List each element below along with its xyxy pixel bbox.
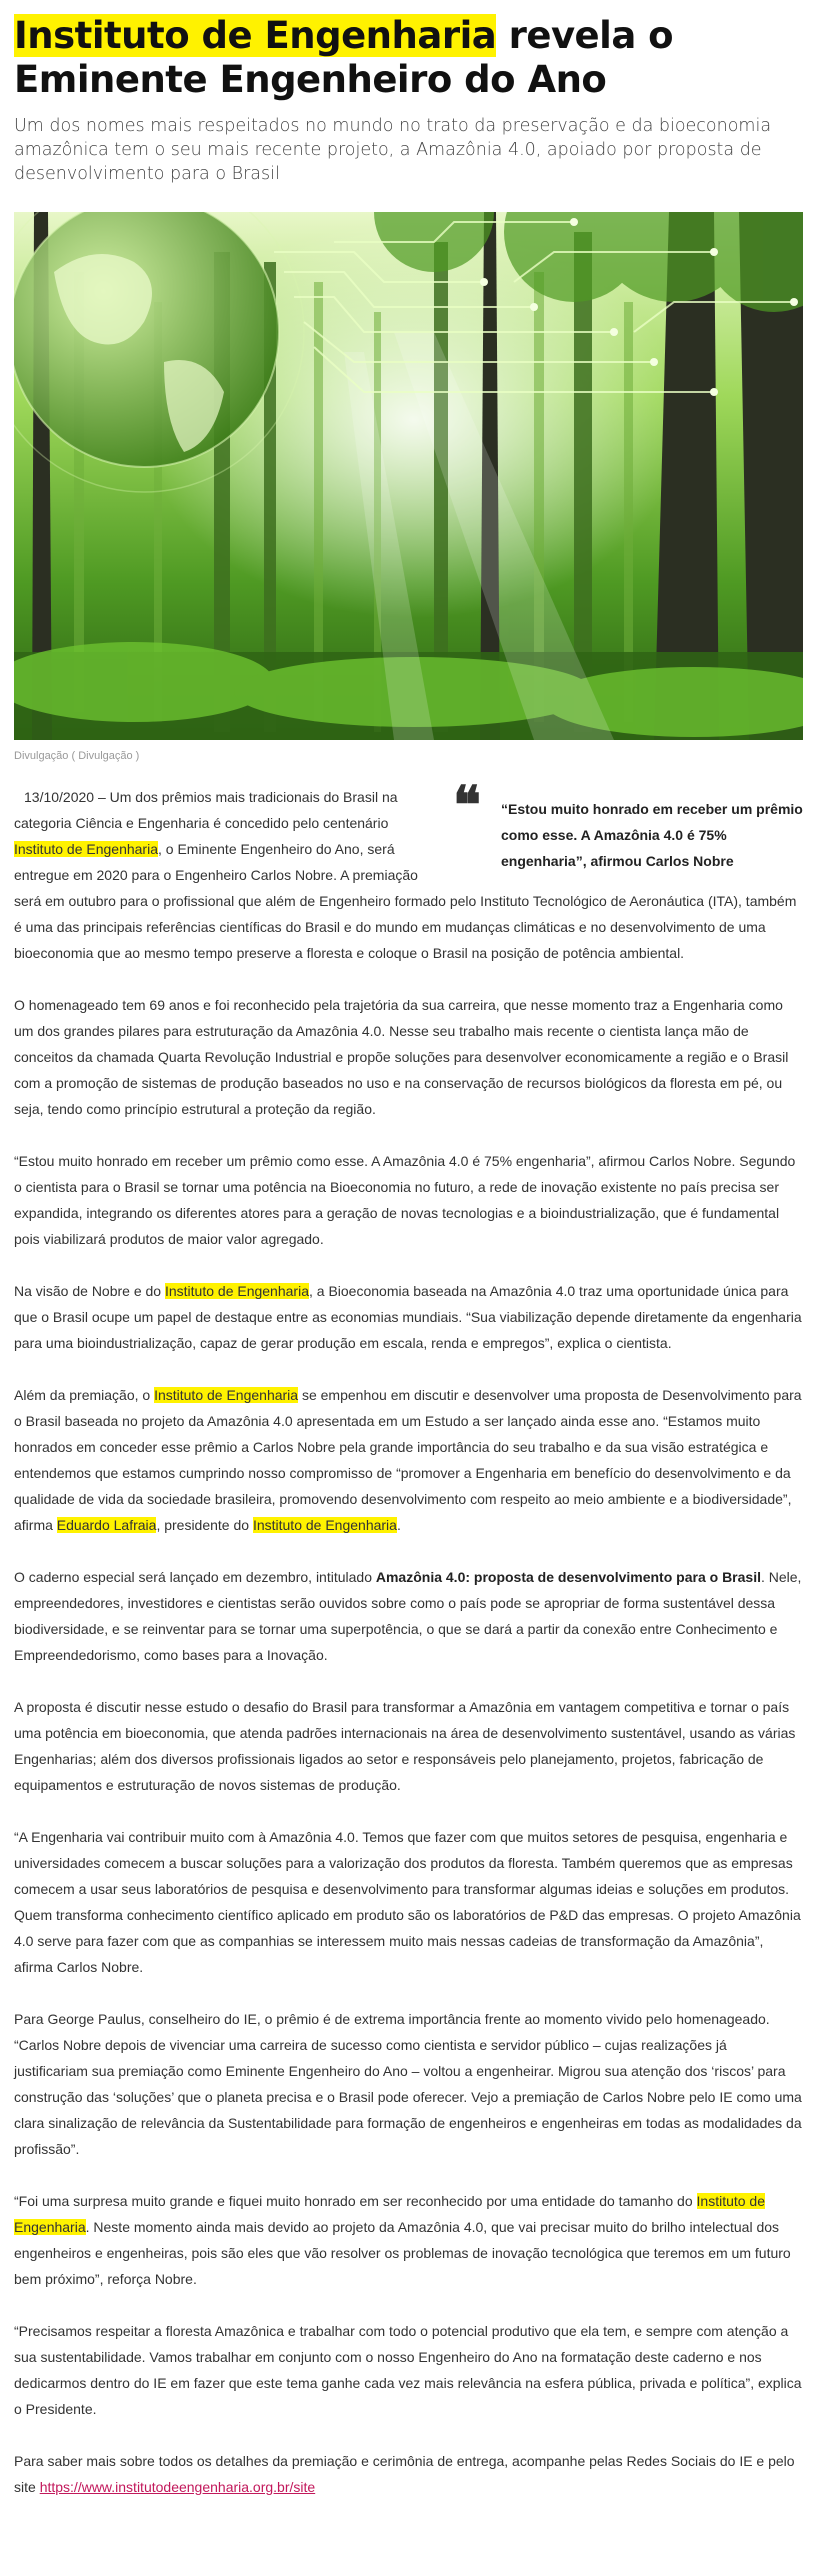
paragraph-text: , a Bioeconomia baseada na Amazônia 4.0 traz uma oportunidade única para que o Brasil ocupe um papel de destaque entre as economias mundiais. “Sua viabilização depende diretamente da engenharia para uma bioindustrialização, capaz de gerar produção em escala, renda e empregos”, explica o cientista. <box>14 1283 802 1351</box>
paragraph-2: O homenageado tem 69 anos e foi reconhecido pela trajetória da sua carreira, que nesse momento traz a Engenharia como um dos grandes pilares para estruturação da Amazônia 4.0. Nesse seu trabalho mais recente o cientista lança mão de conceitos da chamada Quarta Revolução Industrial e propõe soluções para desenvolver economicamente a região e o Brasil com a promoção de sistemas de produção baseados no uso e na conservação de recursos biológicos da floresta em pé, ou seja, tendo como princípio estrutural a proteção da região. <box>14 997 789 1117</box>
paragraph-11: “Precisamos respeitar a floresta Amazônica e trabalhar com todo o potencial produtivo que ela tem, e sempre com atenção a sua sustentabilidade. Vamos trabalhar em conjunto com o nosso Engenheiro do Ano na formatação deste caderno e nos dedicarmos dentro do IE em fazer que este tema ganhe cada vez mais relevância na esfera pública, privada e política”, explica o Presidente. <box>14 2323 802 2417</box>
paragraph-text: se empenhou em discutir e desenvolver uma proposta de Desenvolvimento para o Brasil baseada no projeto da Amazônia 4.0 apresentada em um Estudo a ser lançado ainda esse ano. “Estamos muito honrados em conceder esse prêmio a Carlos Nobre pela grande importância do seu trabalho e da sua visão estratégica e entendemos que estamos cumprindo nosso compromisso de “promover a Engenharia em benefício do desenvolvimento e da qualidade de vida da sociedade brasileira, promovendo desenvolvimento com respeito ao meio ambiente e a biodiversidade”, afirma <box>14 1387 802 1533</box>
highlight-instituto: Instituto de Engenharia <box>14 2193 766 2235</box>
highlight-instituto: Instituto de Engenharia <box>154 1387 299 1403</box>
paragraph-4 <box>14 1278 803 1356</box>
title-highlight: Instituto de Engenharia <box>14 14 497 57</box>
article-title <box>14 14 803 102</box>
paragraph-text: Além da premiação, o <box>14 1387 155 1403</box>
forest-globe-illustration <box>14 212 803 740</box>
paragraph-8: “A Engenharia vai contribuir muito com à Amazônia 4.0. Temos que fazer com que muitos setores de pesquisa, engenharia e universidades comecem a buscar soluções para a valorização dos produtos da floresta. Também queremos que as empresas comecem a usar seus laboratórios de pesquisa e desenvolvimento para transformar algumas ideias e soluções em produtos. Quem transforma conhecimento científico aplicado em produto são os laboratórios de P&D das empresas. O projeto Amazônia 4.0 serve para fazer com que as companhias se interessem muito mais nessas cadeias de transformação da Amazônia”, afirma Carlos Nobre. <box>14 1829 801 1975</box>
paragraph-text: Um dos prêmios mais tradicionais do Brasil na categoria Ciência e Engenharia é concedido pelo centenário <box>14 789 398 831</box>
paragraph-6 <box>14 1564 803 1668</box>
paragraph-10 <box>14 2188 803 2292</box>
paragraph-3: “Estou muito honrado em receber um prêmio como esse. A Amazônia 4.0 é 75% engenharia”, afirmou Carlos Nobre. Segundo o cientista para o Brasil se tornar uma potência na Bioeconomia no futuro, a rede de inovação existente no país precisa ser expandida, integrando os diferentes atores para a geração de novas tecnologias e a bioindustrialização, que é fundamental pois viabilizará produtos de maior valor agregado. <box>14 1153 796 1247</box>
paragraph-text: . Nele, empreendedores, investidores e cientistas serão ouvidos sobre como o país pode se apropriar de forma sustentável dessa biodiversidade, e se reinventar para se tornar uma superpotência, o que se dará a partir da conexão entre Conhecimento e Empreendedorismo, como bases para a Inovação. <box>14 1569 802 1663</box>
paragraph-text: . Neste momento ainda mais devido ao projeto da Amazônia 4.0, que vai precisar muito do brilho intelectual dos engenheiros e engenheiras, pois são eles que vão resolver os problemas de inovação tecnológica que teremos em um futuro bem próximo”, reforça Nobre. <box>14 2219 791 2287</box>
paragraph-text: . <box>396 1517 401 1533</box>
paragraph-5 <box>14 1382 803 1538</box>
paragraph-text: Para saber mais sobre todos os detalhes da premiação e cerimônia de entrega, acompanhe pelas Redes Sociais do IE e pelo site <box>14 2453 795 2495</box>
highlight-instituto: Instituto de Engenharia <box>252 1517 397 1533</box>
site-link[interactable]: https://www.institutodeengenharia.org.br/site <box>39 2479 316 2495</box>
title-rest: revela o Eminente Engenheiro do Ano <box>14 14 674 101</box>
pull-quote <box>453 775 803 874</box>
paragraph-text: “Foi uma surpresa muito grande e fiquei muito honrado em ser reconhecido por uma entidade do tamanho do <box>14 2193 697 2209</box>
paragraph-text: Na visão de Nobre e do <box>14 1283 165 1299</box>
image-caption: Divulgação ( Divulgação ) <box>14 750 140 762</box>
paragraph-text: O caderno especial será lançado em dezembro, intitulado <box>14 1569 376 1585</box>
quote-icon: ❝ <box>453 775 481 836</box>
hero-image <box>14 212 803 740</box>
highlight-instituto: Instituto de Engenharia <box>14 841 158 857</box>
highlight-instituto: Instituto de Engenharia <box>164 1283 309 1299</box>
paragraph-7: A proposta é discutir nesse estudo o desafio do Brasil para transformar a Amazônia em vantagem competitiva e tornar o país uma potência em bioeconomia, que atenda padrões internacionais na área de desenvolvimento sustentável, usando as várias Engenharias; além dos diversos profissionais ligados ao setor e responsáveis pelo planejamento, projetos, fabricação de equipamentos e estruturação de novos sistemas de produção. <box>14 1699 796 1793</box>
caderno-title: Amazônia 4.0: proposta de desenvolvimento para o Brasil <box>375 1569 761 1585</box>
paragraph-text: , presidente do <box>156 1517 253 1533</box>
pull-quote-text: “Estou muito honrado em receber um prêmio como esse. A Amazônia 4.0 é 75% engenharia”, afirmou Carlos Nobre <box>501 801 803 869</box>
paragraph-12 <box>14 2448 803 2500</box>
highlight-lafraia: Eduardo Lafraia <box>56 1517 157 1533</box>
dateline: 13/10/2020 – <box>24 789 106 805</box>
article-subtitle: Um dos nomes mais respeitados no mundo no trato da preservação e da bioeconomia amazônica tem o seu mais recente projeto, a Amazônia 4.0, apoiado por proposta de desenvolvimento para o Brasil <box>14 116 772 184</box>
paragraph-9: Para George Paulus, conselheiro do IE, o prêmio é de extrema importância frente ao momento vivido pelo homenageado. “Carlos Nobre depois de vivenciar uma carreira de sucesso como cientista e servidor público – cujas realizações já justificariam sua premiação como Eminente Engenheiro do Ano – voltou a engenheirar. Migrou sua atenção dos ‘riscos’ para construção das ‘soluções’ que o planeta precisa e o Brasil pode oferecer. Vejo a premiação de Carlos Nobre pelo IE como uma clara sinalização de relevância da Sustentabilidade para formação de engenheiros e engenheiras em todas as modalidades da profissão”. <box>14 2011 802 2157</box>
paragraph-text: , o Eminente Engenheiro do Ano, será entregue em 2020 para o Engenheiro Carlos Nobre. A premiação será em outubro para o profissional que além de Engenheiro formado pelo Instituto Tecnológico de Aeronáutica (ITA), também é uma das principais referências científicas do Brasil e do mundo em mudanças climáticas e no desenvolvimento de uma bioeconomia que ao mesmo tempo preserve a floresta e coloque o Brasil na posição de potência ambiental. <box>14 841 797 961</box>
article-body <box>14 775 803 2500</box>
